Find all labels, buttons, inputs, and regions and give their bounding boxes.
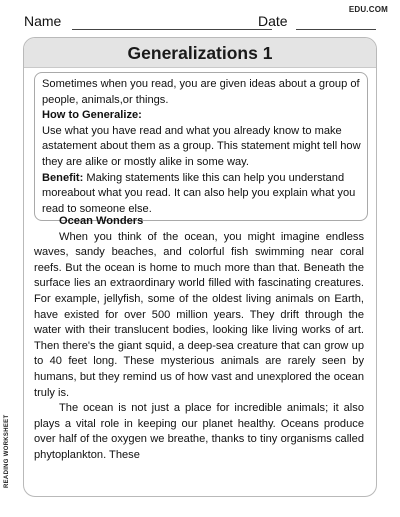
benefit-paragraph: [42, 171, 362, 218]
benefit-text: Making statements like this can help you understand moreabout what you read. It can also help you explain what you read to someone else.: [42, 171, 356, 215]
benefit-heading: Benefit:: [42, 171, 84, 184]
instructions-box: [34, 72, 368, 221]
name-date-row: [24, 13, 374, 33]
date-label: Date: [258, 13, 288, 29]
how-text: Use what you have read and what you already know to make astatement about them as a group. This statement might tell how they are alike or mostly alike in some way.: [42, 124, 361, 168]
worksheet-title: Generalizations 1: [24, 38, 376, 68]
intro-text: Sometimes when you read, you are given ideas about a group of people, animals,or things.: [42, 78, 360, 106]
brand-logo: EDU.COM: [348, 5, 388, 14]
worksheet-panel: [23, 37, 377, 497]
passage-paragraph: The ocean is not just a place for incredible animals; it also plays a vital role in keeping our planet healthy. Oceans produce over half of the oxygen we breathe, thanks to tiny organisms called phytoplankton. These: [34, 402, 364, 461]
passage-paragraph: When you think of the ocean, you might imagine endless waves, sandy beaches, and colorful fish swimming near coral reefs. But the ocean is home to much more than that. Beneath the surface lies an extraordinary world filled with fascinating creatures. For example, jellyfish, some of the oldest living animals on Earth, have existed for over 500 million years. They drift through the water with their translucent bodies, looking like living works of art. Then there's the giant squid, a deep-sea creature that can grow up to 40 feet long. These mysterious animals are rarely seen by humans, but they remind us of how vast and unexplored the ocean truly is.: [34, 230, 364, 399]
name-label: Name: [24, 13, 62, 29]
how-heading: How to Generalize:: [42, 109, 142, 122]
side-label: READING WORKSHEET: [4, 414, 10, 488]
reading-passage: [34, 214, 364, 464]
passage-title: Ocean Wonders: [59, 215, 144, 227]
date-line: [296, 29, 376, 30]
name-line: [72, 29, 272, 30]
